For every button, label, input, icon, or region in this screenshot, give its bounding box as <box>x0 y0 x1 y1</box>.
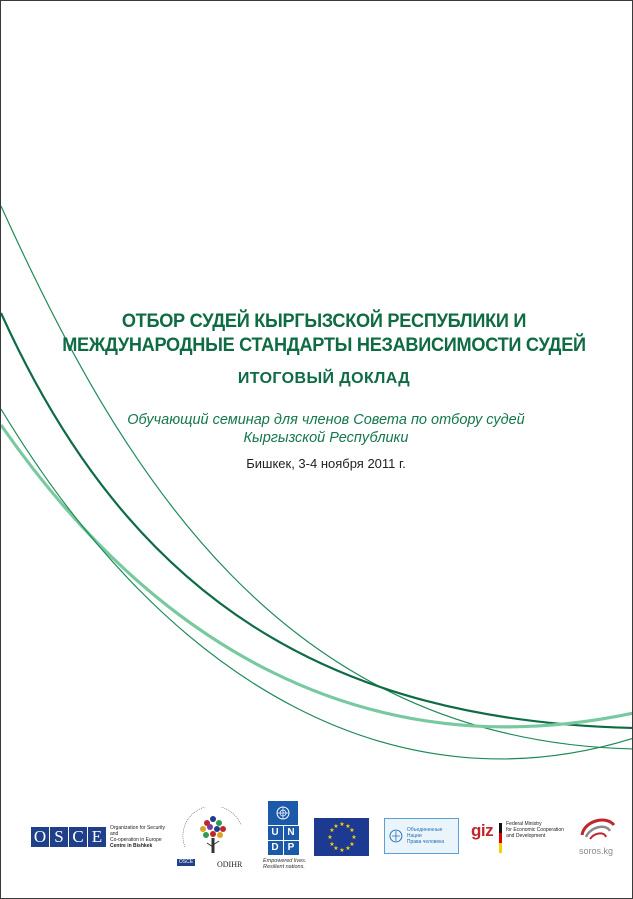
odihr-osce-mini: OSCE <box>178 859 194 865</box>
giz-wordmark: giz <box>471 821 494 840</box>
odihr-tree-icon <box>177 807 249 859</box>
eu-stars-flag-icon <box>325 820 359 854</box>
title-block <box>1 309 633 388</box>
report-title-line-1: ОТБОР СУДЕЙ КЫРГЫЗСКОЙ РЕСПУБЛИКИ И <box>121 310 527 332</box>
report-title-line-2: МЕЖДУНАРОДНЫЕ СТАНДАРТЫ НЕЗАВИСИМОСТИ СУДЕЙ <box>62 334 586 356</box>
odihr-label: ODIHR <box>217 860 243 869</box>
bmz-caption-line-1: Federal Ministry <box>506 821 542 827</box>
german-flag-icon <box>499 823 502 853</box>
svg-text:★: ★ <box>344 845 351 852</box>
osce-caption-line-1: Organization for Security and <box>110 825 166 837</box>
soros-label: soros.kg <box>579 846 614 856</box>
undp-logo <box>263 801 307 870</box>
svg-text:★: ★ <box>338 821 345 828</box>
svg-text:★: ★ <box>350 834 357 841</box>
osce-letter: C <box>69 827 87 847</box>
soros-logo <box>576 813 621 859</box>
report-title <box>24 309 625 357</box>
ohchr-caption-line-1: Объединенные Нации <box>406 827 443 839</box>
bmz-caption <box>506 821 568 839</box>
report-subtitle: ИТОГОВЫЙ ДОКЛАД <box>237 370 411 387</box>
ohchr-logo <box>384 818 459 854</box>
seminar-line-1: Обучающий семинар для членов Совета по отбору судей <box>127 412 525 428</box>
bmz-caption-line-2: for Economic Cooperation <box>506 827 564 833</box>
osce-logo <box>31 825 170 849</box>
svg-text:★: ★ <box>338 847 345 854</box>
ohchr-emblem-icon <box>389 827 403 845</box>
osce-caption-line-3: Centre in Bishkek <box>110 843 153 849</box>
un-emblem-icon <box>268 801 298 825</box>
undp-tagline-line-1: Empowered lives. <box>263 858 307 864</box>
undp-letter: D <box>268 841 283 855</box>
seminar-line-2: Кыргызской Республики <box>243 430 409 446</box>
place-date: Бишкек, 3-4 ноября 2011 г. <box>246 456 406 471</box>
svg-text:★: ★ <box>332 823 339 830</box>
bmz-caption-line-3: and Development <box>506 833 546 839</box>
seminar-description <box>1 411 633 447</box>
osce-letter: O <box>31 827 49 847</box>
svg-text:★: ★ <box>348 841 355 848</box>
osce-letter: S <box>50 827 68 847</box>
svg-text:★: ★ <box>348 827 355 834</box>
decorative-curves <box>1 1 633 899</box>
soros-swirl-icon <box>576 813 621 847</box>
ohchr-caption-line-2: Права человека <box>406 839 445 845</box>
eu-flag-logo <box>314 818 369 856</box>
giz-bmz-logo <box>471 821 568 853</box>
undp-tagline-line-2: Resilient nations. <box>263 864 305 870</box>
svg-text:★: ★ <box>328 827 335 834</box>
osce-letter-blocks <box>31 827 106 847</box>
undp-tagline <box>263 858 313 870</box>
osce-caption <box>110 825 170 849</box>
undp-letter: N <box>284 826 299 840</box>
svg-text:★: ★ <box>328 841 335 848</box>
undp-letter: P <box>284 841 299 855</box>
svg-text:★: ★ <box>344 823 351 830</box>
odihr-logo <box>177 807 249 869</box>
undp-letter-grid <box>268 826 299 855</box>
osce-letter: E <box>88 827 106 847</box>
undp-letter: U <box>268 826 283 840</box>
svg-text:★: ★ <box>332 845 339 852</box>
osce-caption-line-2: Co-operation in Europe <box>110 837 162 843</box>
svg-text:★: ★ <box>326 834 333 841</box>
ohchr-caption <box>407 827 458 845</box>
